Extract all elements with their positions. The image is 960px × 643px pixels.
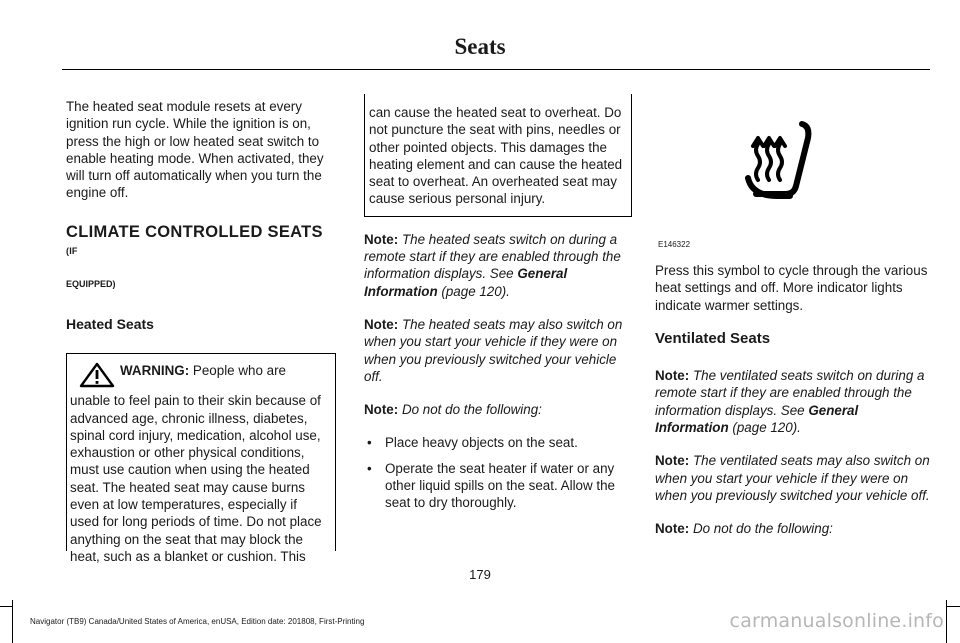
note-text: Do not do the following:	[401, 402, 542, 418]
heated-seats-heading: Heated Seats	[66, 315, 154, 332]
note-label: Note:	[655, 368, 690, 384]
crop-mark	[947, 606, 960, 607]
intro-paragraph: The heated seat module resets at every ignition run cycle. While the ignition is on, press the high or low heated seat switch to enable heating mode. When activated, they will turn off automatically when you turn the engine off.	[66, 99, 324, 201]
figure-id: E146322	[658, 240, 691, 249]
note-vent-remote-start	[655, 367, 930, 436]
section-qualifier-a: (IF	[66, 246, 78, 257]
note-text: The heated seats may also switch on when you start your vehicle if they were on when you previously switched your vehicle off.	[364, 316, 623, 384]
list-item: • Place heavy objects on the seat.	[364, 434, 632, 451]
note-vent-start-vehicle	[655, 452, 930, 504]
page-reference-link[interactable]: General Information	[364, 266, 568, 299]
press-symbol-paragraph: Press this symbol to cycle through the various heat settings and off. More indicator lights indicate warmer settings.	[655, 263, 928, 313]
note-text: The heated seats switch on during a remote start if they are enabled through the information displays. See	[364, 231, 621, 282]
ventilated-seats-heading: Ventilated Seats	[655, 329, 771, 347]
note-vent-do-not	[655, 520, 930, 537]
warning-triangle-icon	[78, 362, 116, 392]
note-label: Note:	[655, 521, 690, 537]
section-qualifier-b: EQUIPPED)	[66, 279, 116, 290]
do-not-list	[364, 434, 632, 511]
note-start-vehicle	[364, 316, 632, 385]
warning-box-continued	[364, 94, 632, 217]
note-remote-start	[364, 231, 632, 300]
warning-text: People who are unable to feel pain to their skin because of advanced age, chronic illness, diabetes, spinal cord injury, medication, alcohol use, exhaustion or other physical conditions, must use caution when using the heated seat. The heated seat may cause burns even at low temperatures, especially if used for long periods of time. Do not place anything on the seat that may block the heat, such as a blanket or cushion. This	[70, 362, 322, 564]
column-left	[66, 98, 336, 564]
column-middle	[364, 94, 632, 520]
note-label: Note:	[655, 453, 690, 469]
page-title: Seats	[454, 34, 506, 59]
note-text: Do not do the following:	[692, 521, 833, 537]
crop-mark	[12, 600, 13, 643]
warning-continued-text: can cause the heated seat to overheat. Do not puncture the seat with pins, needles or other pointed objects. This damages the heating element and can cause the heated seat to overheat. An overheated seat may cause serious personal injury.	[369, 105, 623, 207]
crop-mark	[0, 606, 12, 607]
note-label: Note:	[364, 402, 399, 418]
note-label: Note:	[364, 316, 399, 332]
note-text: The ventilated seats switch on during a remote start if they are enabled through the information displays. See	[655, 368, 925, 418]
warning-box	[66, 353, 336, 564]
note-do-not	[364, 401, 632, 418]
edition-footer: Navigator (TB9) Canada/United States of America, enUSA, Edition date: 201808, First-Printing	[30, 617, 365, 626]
section-title: CLIMATE CONTROLLED SEATS	[66, 222, 323, 241]
note-text: The ventilated seats may also switch on when you start your vehicle if they were on when you previously switched your vehicle off.	[655, 453, 930, 503]
heated-seat-icon	[738, 116, 834, 212]
page-reference-link[interactable]: General Information	[655, 402, 859, 436]
warning-label: WARNING:	[120, 362, 190, 378]
header-rule	[62, 69, 930, 70]
column-right	[655, 262, 930, 554]
section-heading	[66, 224, 336, 261]
note-label: Note:	[364, 231, 399, 247]
list-item: • Operate the seat heater if water or any other liquid spills on the seat. Allow the seat to dry thoroughly.	[364, 460, 632, 512]
watermark: carmanualsonline.info	[729, 610, 944, 632]
page-reference-number: (page 120).	[441, 283, 510, 299]
page-number: 179	[469, 567, 491, 582]
page-reference-number: (page 120).	[732, 420, 801, 436]
